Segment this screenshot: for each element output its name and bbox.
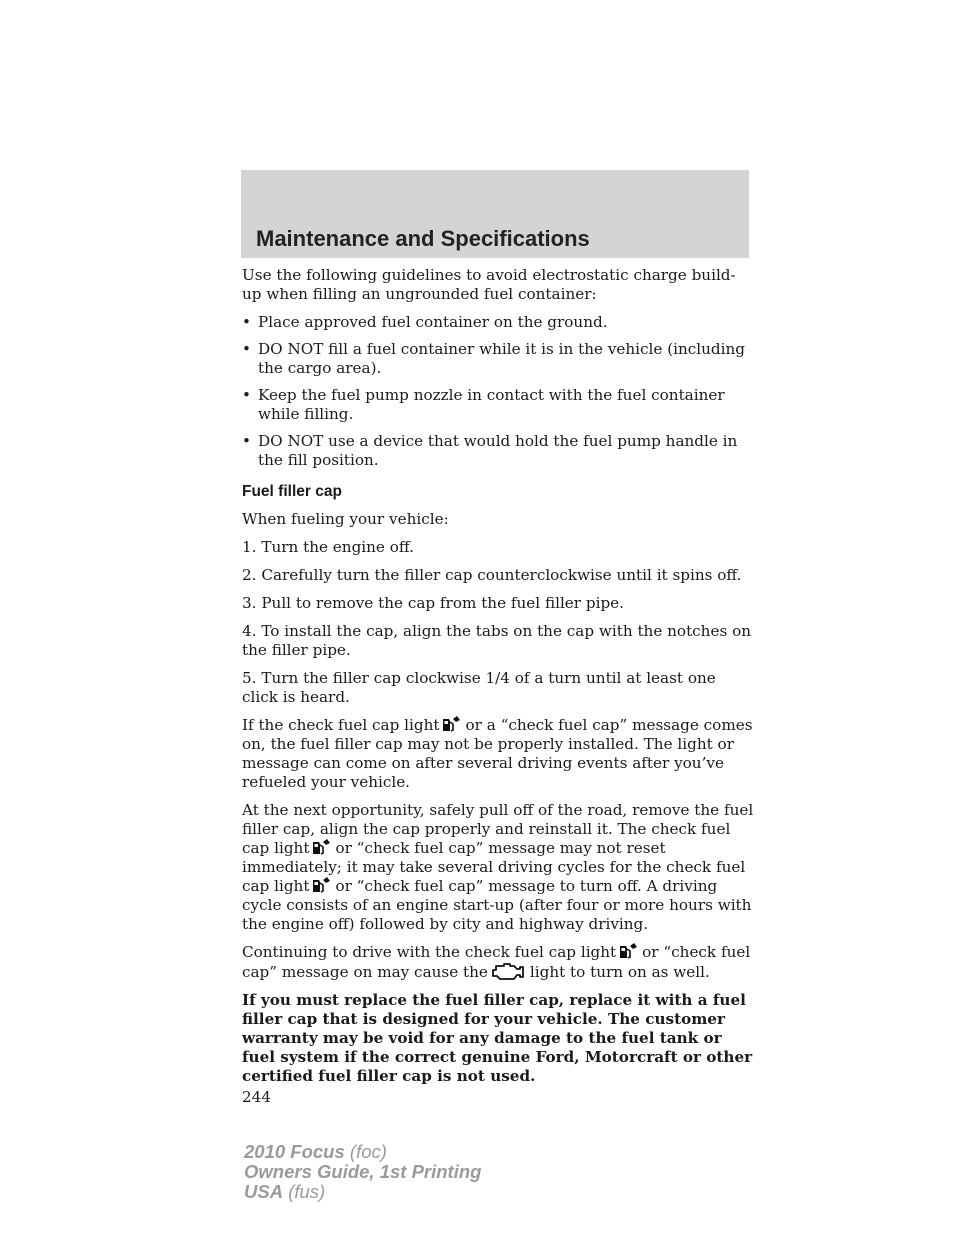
bullet-item: • DO NOT fill a fuel container while it is in the vehicle (including the cargo area). — [242, 340, 746, 377]
continue-driving-paragraph: Continuing to drive with the check fuel cap light or “check fuel cap” message on may cause the light to turn on as well. — [242, 943, 751, 981]
bullet-dot: • — [242, 386, 251, 404]
page-number: 244 — [242, 1088, 271, 1106]
intro-paragraph: Use the following guidelines to avoid electrostatic charge build-up when filling an ungrounded fuel container: — [242, 266, 736, 303]
footer-model-code: (foc) — [349, 1141, 387, 1162]
check-fuel-cap-paragraph: If the check fuel cap light or a “check fuel cap” message comes on, the fuel filler cap may not be properly installed. The light or message can come on after several driving events after you’ve refueled your vehicle. — [242, 716, 753, 791]
fuel-cap-icon — [311, 877, 331, 893]
page-content — [242, 266, 754, 1107]
footer-guide: Owners Guide, 1st Printing — [244, 1161, 482, 1182]
step-item: 2. Carefully turn the filler cap counterclockwise until it spins off. — [242, 566, 742, 584]
fuel-cap-icon — [618, 943, 638, 959]
reinstall-paragraph: At the next opportunity, safely pull off of the road, remove the fuel filler cap, align the cap properly and reinstall it. The check fuel cap light or “check fuel cap” message may not reset immediately; it may take several driving cycles for the check fuel cap light or “check fuel cap” message to turn off. A driving cycle consists of an engine start-up (after four or more hours with the engine off) followed by city and highway driving. — [242, 801, 754, 933]
steps-intro: When fueling your vehicle: — [242, 510, 449, 528]
step-item: 4. To install the cap, align the tabs on the cap with the notches on the filler pipe. — [242, 622, 751, 659]
bullet-item: • Keep the fuel pump nozzle in contact with the fuel container while filling. — [242, 386, 725, 423]
bullet-item: • DO NOT use a device that would hold the fuel pump handle in the fill position. — [242, 432, 738, 469]
section-title: Fuel filler cap — [242, 483, 342, 500]
bullet-dot: • — [242, 432, 251, 450]
footer-region-code: (fus) — [288, 1181, 326, 1202]
fuel-cap-icon — [441, 716, 461, 732]
print-footer — [244, 1142, 481, 1202]
bullet-item: • Place approved fuel container on the ground. — [242, 313, 608, 331]
footer-model: 2010 Focus — [244, 1141, 345, 1162]
footer-region: USA — [244, 1181, 284, 1202]
step-item: 5. Turn the filler cap clockwise 1/4 of a turn until at least one click is heard. — [242, 669, 716, 706]
step-item: 3. Pull to remove the cap from the fuel filler pipe. — [242, 594, 625, 612]
bullet-dot: • — [242, 313, 251, 331]
warning-paragraph: If you must replace the fuel filler cap, replace it with a fuel filler cap that is designed for your vehicle. The customer warranty may be void for any damage to the fuel tank or fuel system if the correct genuine Ford, Motorcraft or other certified fuel filler cap is not used. — [242, 991, 753, 1085]
bullet-dot: • — [242, 340, 251, 358]
step-item: 1. Turn the engine off. — [242, 538, 414, 556]
section-header-title: Maintenance and Specifications — [256, 226, 590, 251]
fuel-cap-icon — [311, 839, 331, 855]
check-engine-icon — [490, 962, 526, 982]
